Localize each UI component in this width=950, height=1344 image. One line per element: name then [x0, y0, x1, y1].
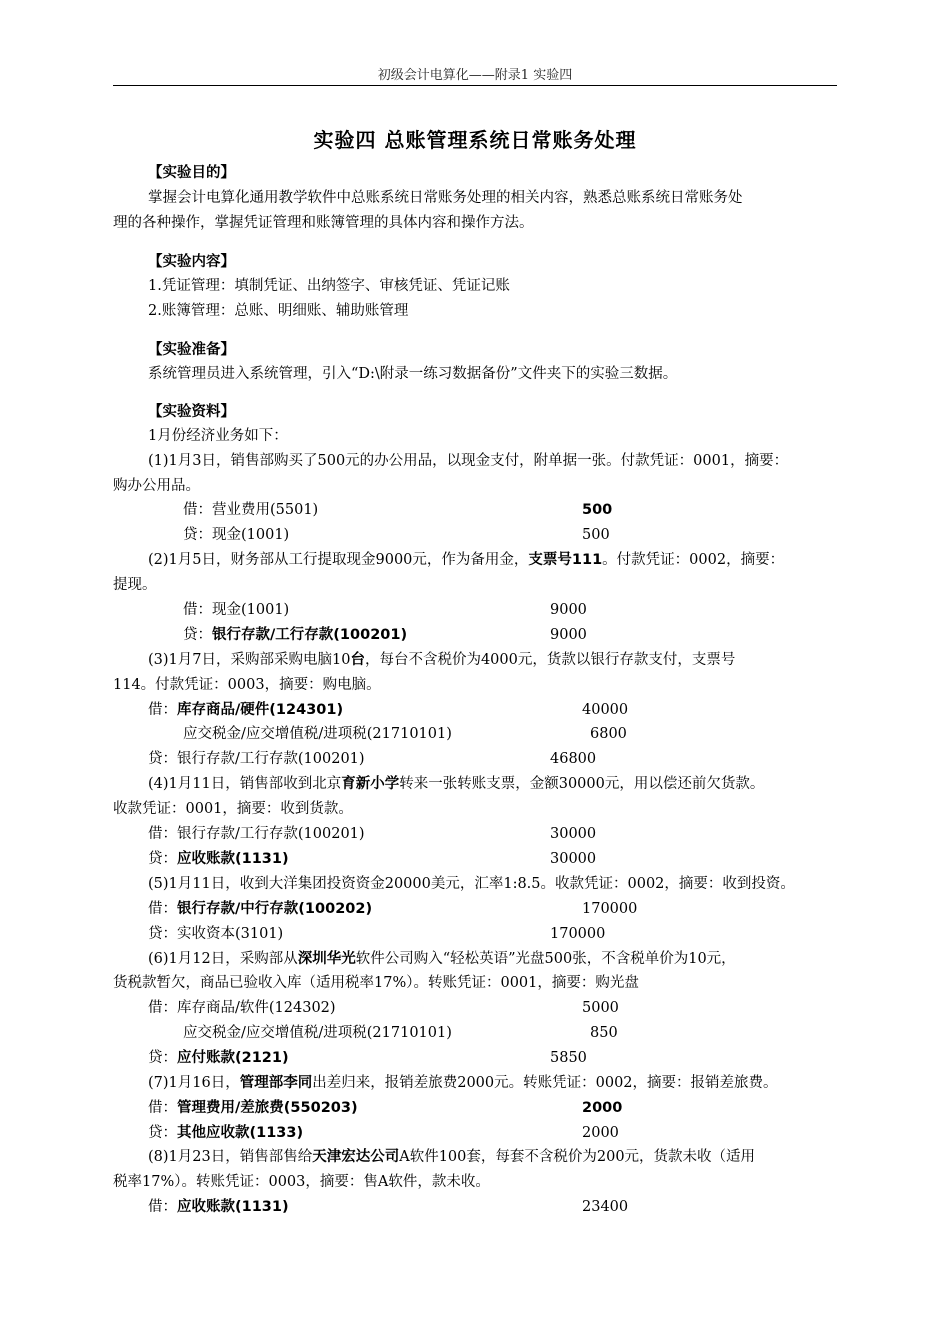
text-segment-bold: 其他应收款(1133) [177, 1125, 304, 1141]
entry-1-credit-account: 贷：现金(1001) [183, 527, 290, 543]
entry-7-debit-amount: 2000 [582, 1100, 623, 1116]
entry-3-debit-account [148, 700, 343, 720]
entry-1-debit-amount: 500 [582, 502, 613, 518]
text-segment: (7)1月16日， [148, 1075, 240, 1091]
text-segment-bold: 应付账款(2121) [177, 1050, 289, 1066]
text-segment-bold: 银行存款/中行存款(100202) [177, 901, 373, 917]
transaction-4-line2: 收款凭证：0001，摘要：收到货款。 [113, 801, 353, 817]
page-header: 初级会计电算化——附录1 实验四 [377, 68, 573, 83]
entry-7-credit-account [148, 1123, 303, 1143]
transaction-8-line2: 税率17%）。转账凭证：0003，摘要：售A软件，款未收。 [113, 1174, 490, 1190]
text-segment: 贷： [148, 1125, 177, 1141]
section-heading-purpose: 【实验目的】 [148, 165, 235, 181]
transaction-1-line1: (1)1月3日，销售部购买了500元的办公用品，以现金支付，附单据一张。付款凭证：0001，摘要： [148, 453, 789, 469]
text-segment: 转来一张转账支票，金额30000元，用以偿还前欠货款。 [399, 776, 765, 792]
entry-2-debit-account: 借：现金(1001) [183, 602, 290, 618]
entry-6-credit-account [148, 1048, 289, 1068]
entry-2-credit-amount: 9000 [550, 627, 587, 643]
entry-5-credit-account: 贷：实收资本(3101) [148, 926, 284, 942]
text-segment: (4)1月11日，销售部收到北京 [148, 776, 342, 792]
text-segment: (8)1月23日，销售部售给 [148, 1149, 313, 1165]
transaction-2-line2: 提现。 [113, 577, 157, 593]
purpose-text-line2: 理的各种操作，掌握凭证管理和账簿管理的具体内容和操作方法。 [113, 215, 534, 231]
entry-2-credit-account [183, 625, 407, 645]
entry-6-tax-amount: 850 [590, 1025, 618, 1041]
text-segment-bold: 育新小学 [341, 776, 400, 792]
text-segment-bold: 管理费用/差旅费(550203) [177, 1100, 358, 1116]
entry-8-debit-account [148, 1197, 289, 1217]
entry-5-credit-amount: 170000 [550, 926, 606, 942]
text-segment: (3)1月7日，采购部采购电脑10 [148, 652, 351, 668]
transaction-2-line1 [148, 550, 784, 570]
entry-3-tax-amount: 6800 [590, 726, 627, 742]
transaction-8-line1 [148, 1147, 755, 1167]
entry-4-credit-account [148, 849, 289, 869]
text-segment: 出差归来，报销差旅费2000元。转账凭证：0002，摘要：报销差旅费。 [312, 1075, 778, 1091]
entry-4-debit-amount: 30000 [550, 826, 597, 842]
section-heading-content: 【实验内容】 [148, 254, 235, 270]
transaction-5-line1: (5)1月11日，收到大洋集团投资资金20000美元，汇率1:8.5。收款凭证：0002，摘要：收到投资。 [148, 876, 795, 892]
text-segment: (6)1月12日，采购部从 [148, 951, 298, 967]
section-heading-data: 【实验资料】 [148, 404, 235, 420]
header-rule [113, 85, 837, 86]
text-segment-bold: 台 [350, 652, 365, 668]
text-segment: 贷： [148, 851, 177, 867]
data-intro: 1月份经济业务如下： [148, 428, 288, 444]
text-segment-bold: 应收账款(1131) [177, 1199, 289, 1215]
entry-7-credit-amount: 2000 [582, 1125, 619, 1141]
entry-2-debit-amount: 9000 [550, 602, 587, 618]
entry-5-debit-account [148, 899, 372, 919]
entry-4-debit-account: 借：银行存款/工行存款(100201) [148, 826, 365, 842]
text-segment: 借： [148, 702, 177, 718]
entry-6-debit-amount: 5000 [582, 1000, 619, 1016]
entry-3-credit-amount: 46800 [550, 751, 597, 767]
text-segment: 借： [148, 901, 177, 917]
entry-3-tax-account: 应交税金/应交增值税/进项税(21710101) [183, 726, 452, 742]
text-segment-bold: 支票号111 [528, 552, 603, 568]
entry-5-debit-amount: 170000 [582, 901, 638, 917]
entry-1-debit-account: 借：营业费用(5501) [183, 502, 319, 518]
transaction-6-line1 [148, 949, 736, 969]
entry-6-tax-account: 应交税金/应交增值税/进项税(21710101) [183, 1025, 452, 1041]
text-segment-bold: 银行存款/工行存款(100201) [212, 627, 408, 643]
entry-3-credit-account: 贷：银行存款/工行存款(100201) [148, 751, 365, 767]
prep-text: 系统管理员进入系统管理，引入“D:\附录一练习数据备份”文件夹下的实验三数据。 [148, 366, 678, 382]
entry-8-debit-amount: 23400 [582, 1199, 629, 1215]
text-segment-bold: 深圳华光 [297, 951, 356, 967]
content-item-1: 1.凭证管理：填制凭证、出纳签字、审核凭证、凭证记账 [148, 278, 510, 294]
text-segment: 借： [148, 1100, 177, 1116]
text-segment: 。付款凭证：0002，摘要： [602, 552, 785, 568]
text-segment-bold: 库存商品/硬件(124301) [177, 702, 344, 718]
purpose-text-line1: 掌握会计电算化通用教学软件中总账系统日常账务处理的相关内容，熟悉总账系统日常账务处 [148, 190, 743, 206]
text-segment: A软件100套，每套不含税价为200元，货款未收（适用 [399, 1149, 756, 1165]
transaction-4-line1 [148, 774, 764, 794]
text-segment: (2)1月5日，财务部从工行提取现金9000元，作为备用金， [148, 552, 529, 568]
entry-1-credit-amount: 500 [582, 527, 610, 543]
transaction-7-line1 [148, 1073, 778, 1093]
content-item-2: 2.账簿管理：总账、明细账、辅助账管理 [148, 303, 409, 319]
text-segment: 借： [148, 1199, 177, 1215]
entry-6-debit-account: 借：库存商品/软件(124302) [148, 1000, 336, 1016]
text-segment-bold: 应收账款(1131) [177, 851, 289, 867]
text-segment-bold: 管理部李同 [239, 1075, 313, 1091]
entry-3-debit-amount: 40000 [582, 702, 629, 718]
section-heading-prep: 【实验准备】 [148, 342, 235, 358]
text-segment: ，每台不含税价为4000元，货款以银行存款支付，支票号 [364, 652, 736, 668]
text-segment-bold: 天津宏达公司 [312, 1149, 400, 1165]
text-segment: 软件公司购入“轻松英语”光盘500张，不含税单价为10元， [355, 951, 736, 967]
transaction-1-line2: 购办公用品。 [113, 478, 200, 494]
entry-6-credit-amount: 5850 [550, 1050, 587, 1066]
transaction-6-line2: 货税款暂欠，商品已验收入库（适用税率17%）。转账凭证：0001，摘要：购光盘 [113, 975, 639, 991]
document-title: 实验四 总账管理系统日常账务处理 [313, 128, 637, 152]
transaction-3-line1 [148, 650, 735, 670]
text-segment: 贷： [183, 627, 212, 643]
transaction-3-line2: 114。付款凭证：0003，摘要：购电脑。 [113, 677, 381, 693]
entry-4-credit-amount: 30000 [550, 851, 597, 867]
text-segment: 贷： [148, 1050, 177, 1066]
entry-7-debit-account [148, 1098, 358, 1118]
